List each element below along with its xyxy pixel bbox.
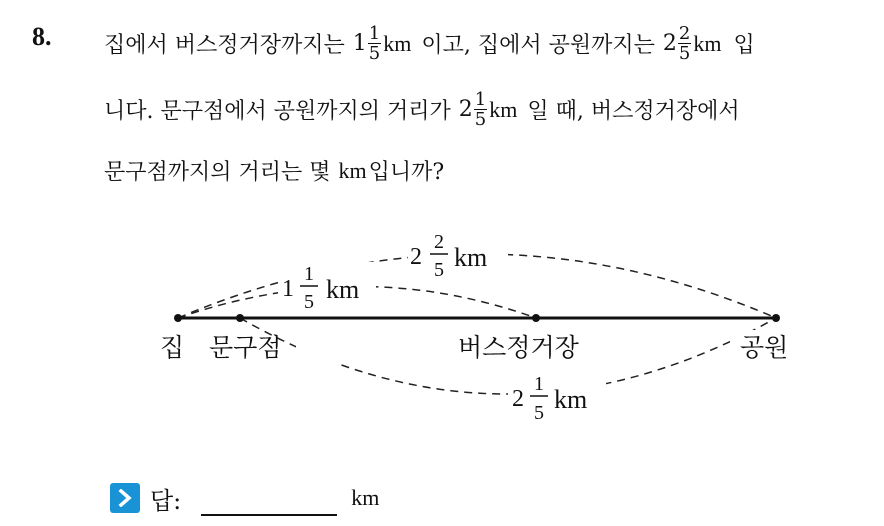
arc-label-whole: 2 bbox=[512, 386, 524, 412]
question-text: 입니까? bbox=[368, 160, 445, 185]
question-text: 집에서 버스정거장까지는 bbox=[104, 33, 345, 58]
arc-label-numerator: 2 bbox=[434, 231, 444, 253]
fraction-numerator: 1 bbox=[474, 89, 487, 110]
answer-unit: km bbox=[351, 485, 380, 510]
question-number: 8. bbox=[32, 22, 52, 51]
arc-label-unit: km bbox=[454, 243, 488, 272]
label-bus-stop: 버스정거장 bbox=[458, 333, 579, 362]
arc-label-denominator: 5 bbox=[434, 259, 444, 281]
point-stationery bbox=[236, 314, 244, 322]
question-text: 이고, 집에서 공원까지는 bbox=[421, 33, 655, 58]
arc-label-whole: 2 bbox=[410, 244, 422, 270]
fraction-whole: 2 bbox=[662, 31, 677, 56]
question-text: 입 bbox=[733, 33, 755, 58]
unit-km: km bbox=[338, 157, 367, 183]
fraction-numerator: 1 bbox=[368, 23, 381, 44]
arc-label-numerator: 1 bbox=[534, 373, 544, 395]
arc-label-denominator: 5 bbox=[534, 402, 544, 424]
label-stationery: 문구점 bbox=[209, 333, 282, 362]
point-bus-stop bbox=[532, 314, 540, 322]
arc-label-denominator: 5 bbox=[304, 291, 314, 313]
unit-km: km bbox=[383, 30, 412, 56]
unit-km: km bbox=[693, 30, 722, 56]
answer-row bbox=[110, 480, 379, 516]
question-text: 일 때, 버스정거장에서 bbox=[527, 99, 740, 124]
arc-label-unit: km bbox=[554, 385, 588, 414]
answer-input[interactable] bbox=[201, 480, 337, 516]
answer-label: 답: bbox=[150, 486, 182, 515]
arc-label-numerator: 1 bbox=[304, 263, 314, 285]
arc-label-whole: 1 bbox=[282, 276, 294, 302]
fraction-numerator: 2 bbox=[678, 23, 691, 44]
unit-km: km bbox=[489, 96, 518, 122]
question-text: 문구점까지의 거리는 몇 bbox=[104, 160, 331, 185]
question-text: 니다. 문구점에서 공원까지의 거리가 bbox=[104, 99, 451, 124]
point-home bbox=[174, 314, 182, 322]
point-park bbox=[772, 314, 780, 322]
label-home: 집 bbox=[160, 333, 185, 362]
label-park: 공원 bbox=[740, 333, 789, 362]
fraction-denominator: 5 bbox=[474, 109, 487, 130]
fraction-denominator: 5 bbox=[678, 43, 691, 64]
chevron-right-icon bbox=[110, 483, 140, 513]
arc-label-unit: km bbox=[326, 275, 360, 304]
fraction-whole: 1 bbox=[352, 31, 367, 56]
fraction-whole: 2 bbox=[458, 97, 473, 122]
fraction-denominator: 5 bbox=[368, 43, 381, 64]
